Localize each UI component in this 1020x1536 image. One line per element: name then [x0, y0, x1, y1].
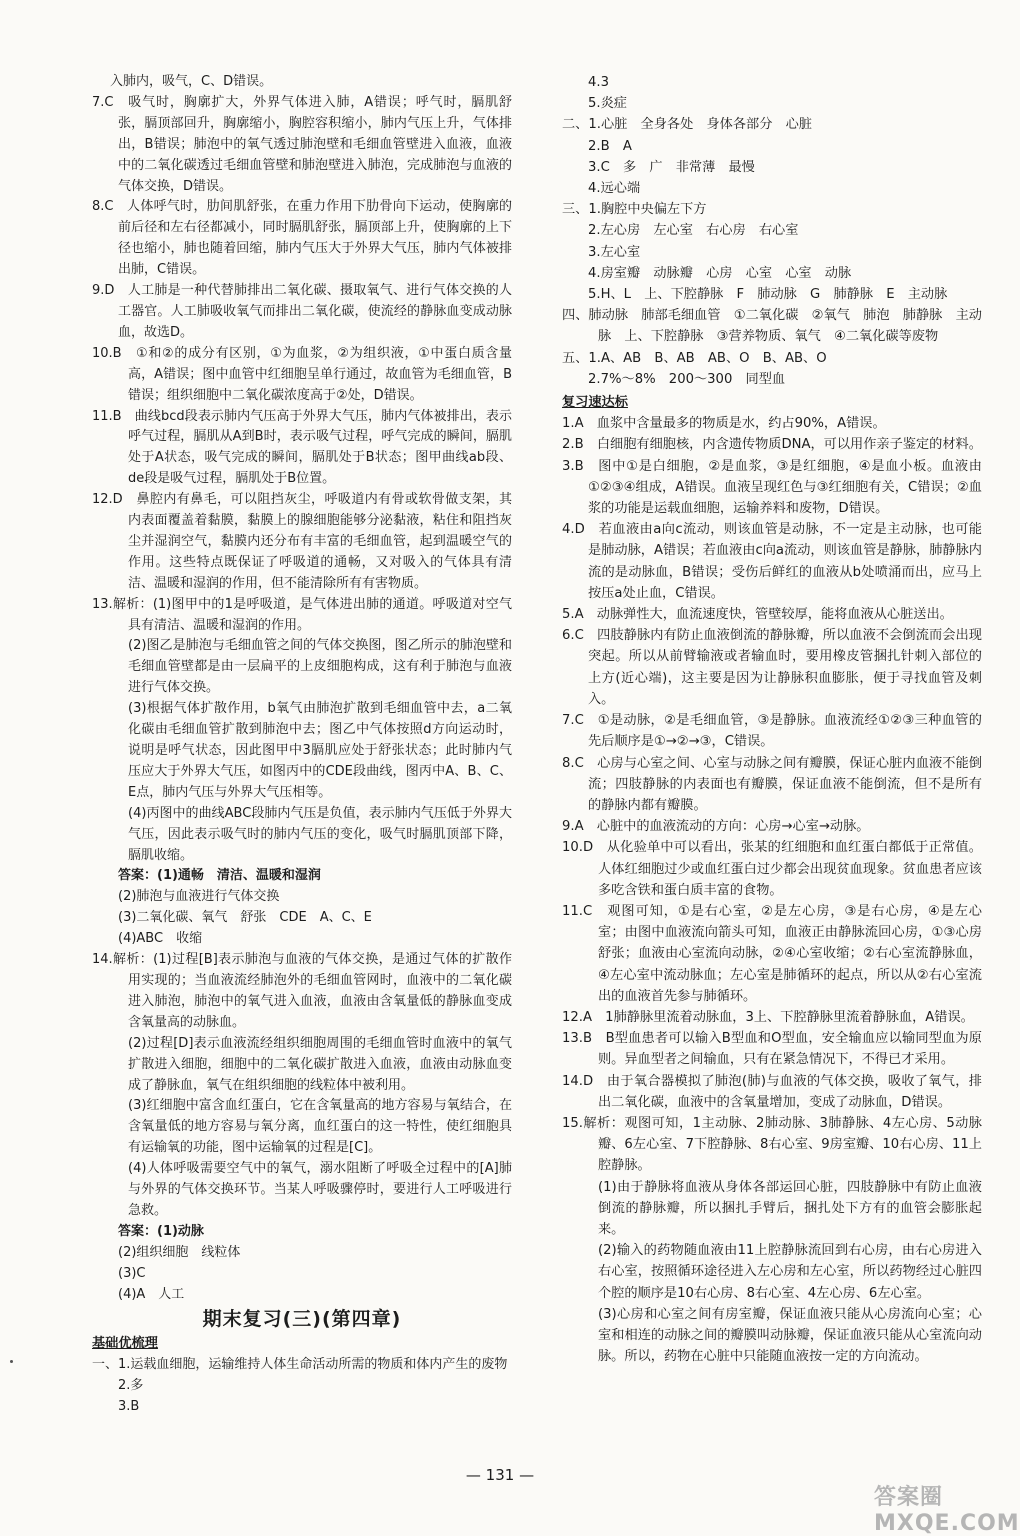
- right-basic-item-11: 5.H、L 上、下腔静脉 F 肺动脉 G 肺静脉 E 主动脉: [588, 287, 948, 303]
- right-basic-item-3: 二、1.心脏 全身各处 身体各部分 心脏: [562, 117, 812, 133]
- right-review-paragraph-12: 12.A 1肺静脉里流着动脉血，3上、下腔静脉里流着静脉血，A错误。: [562, 1009, 974, 1025]
- left-answer-paragraph-8: 13.解析：(1)图甲中的1是呼吸道，是气体进出肺的通道。呼吸道对空气具有清洁、温暖和湿润的作用。: [92, 596, 512, 633]
- left-basic-item-3: 3.B: [118, 1399, 140, 1415]
- right-review-paragraph-9: 9.A 心脏中的血液流动的方向：心房→心室→动脉。: [562, 819, 870, 835]
- right-basic-item-8: 2.左心房 左心室 右心房 右心室: [588, 223, 799, 239]
- left-answer-paragraph-5: 10.B ①和②的成分有区别，①为血浆，②为组织液，①中蛋白质含量高，A错误；图中血管中红细胞呈单行通过，故血管为毛细血管，B错误；组织细胞中二氧化碳浓度高于②处，D错误。: [92, 345, 512, 403]
- right-review-paragraph-1: 1.A 血浆中含量最多的物质是水，约占90%，A错误。: [562, 416, 886, 432]
- right-review-paragraph-18: (3)心房和心室之间有房室瓣，保证血液只能从心房流向心室；心室和相连的动脉之间的瓣膜叫动脉瓣，保证血液只能从心室流向动脉。所以，药物在心脏中只能随血液按一定的方向流动。: [598, 1306, 982, 1365]
- right-column: [562, 72, 982, 1367]
- left-answer-paragraph-11: (4)丙图中的曲线ABC段肺内气压是负值，表示肺内气压低于外界大气压，因此表示吸气时的肺内气压的变化，吸气时膈肌顶部下降，膈肌收缩。: [128, 805, 512, 863]
- right-review-paragraph-3: 3.B 图中①是白细胞，②是血浆，③是红细胞，④是血小板。血液由①②③④组成，A错误。血液呈现红色与③红细胞有关，C错误；②血浆的功能是运载血细胞，运输养料和废物，D错误。: [562, 458, 982, 517]
- right-review-paragraph-2: 2.B 白细胞有细胞核，内含遗传物质DNA，可以用作亲子鉴定的材料。: [562, 437, 982, 453]
- left-answer-paragraph-15: (4)ABC 收缩: [118, 931, 203, 947]
- scan-speck: [10, 1360, 13, 1363]
- left-answer-paragraph-20: 答案：(1)动脉: [118, 1223, 204, 1239]
- right-basic-item-2: 5.炎症: [588, 96, 627, 112]
- right-basic-answers: [562, 72, 982, 390]
- right-basic-item-10: 4.房室瓣 动脉瓣 心房 心室 心室 动脉: [588, 265, 852, 281]
- left-answer-paragraph-6: 11.B 曲线bcd段表示肺内气压高于外界大气压，肺内气体被排出，表示呼气过程，膈肌从A到B时，表示吸气过程，呼气完成的瞬间，膈肌处于A状态，吸气完成的瞬间，膈肌处于B状态；图甲曲线ab段、de段是吸气过程，膈肌处于B位置。: [92, 408, 512, 487]
- left-basic-item-2: 2.多: [118, 1378, 144, 1394]
- right-basic-item-9: 3.左心室: [588, 244, 641, 260]
- left-answers: [92, 72, 512, 1305]
- left-answer-paragraph-18: (3)红细胞中富含血红蛋白，它在含氧量高的地方容易与氧结合，在含氧量低的地方容易与氧分离，血红蛋白的这一特性，使红细胞具有运输氧的功能，图中运输氧的过程是[C]。: [128, 1098, 512, 1156]
- page-number: — 131 —: [465, 1466, 535, 1484]
- right-review-paragraph-5: 5.A 动脉弹性大，血流速度快，管壁较厚，能将血液从心脏送出。: [562, 607, 953, 623]
- right-basic-item-6: 4.远心端: [588, 181, 641, 197]
- left-answer-paragraph-13: (2)肺泡与血液进行气体交换: [118, 889, 280, 905]
- section-label-review: 复习速达标: [562, 395, 628, 411]
- left-answer-paragraph-10: (3)根据气体扩散作用，b氧气由肺泡扩散到毛细血管中去，a二氧化碳由毛细血管扩散到肺泡中去；图乙中气体按照d方向运动时，说明是呼气状态，因此图甲中3膈肌应处于舒张状态；此时肺内气压应大于外界大气压，如图丙中的CDE段曲线，图丙中A、B、C、E点，肺内气压与外界大气压相等。: [128, 701, 512, 800]
- left-answer-paragraph-12: 答案：(1)通畅 清洁、温暖和湿润: [118, 868, 321, 884]
- left-column: [92, 72, 512, 1418]
- left-answer-paragraph-7: 12.D 鼻腔内有鼻毛，可以阻挡灰尘，呼吸道内有骨或软骨做支架，其内表面覆盖着黏膜，黏膜上的腺细胞能够分泌黏液，粘住和阻挡灰尘并湿润空气，黏膜内还分布有丰富的毛细血管，起到温暖空气的作用。这些特点既保证了呼吸道的通畅，又对吸入的气体具有清洁、温暖和湿润的作用，但不能清除所有有害物质。: [92, 492, 512, 591]
- right-review-paragraph-14: 14.D 由于氧合器模拟了肺泡(肺)与血液的气体交换，吸收了氧气，排出二氧化碳，血液中的含氧量增加，变成了动脉血，D错误。: [562, 1073, 982, 1110]
- left-answer-paragraph-21: (2)组织细胞 线粒体: [118, 1244, 241, 1260]
- right-review-paragraph-17: (2)输入的药物随血液由11上腔静脉流回到右心房，由右心房进入右心室，按照循环途径进入左心房和左心室，所以药物经过心脏四个腔的顺序是10右心房、8右心室、4左心房、6左心室。: [598, 1243, 982, 1301]
- right-review-paragraph-7: 7.C ①是动脉，②是毛细血管，③是静脉。血液流经①②③三种血管的先后顺序是①→②→③，C错误。: [562, 713, 982, 750]
- right-basic-item-5: 3.C 多 广 非常薄 最慢: [588, 159, 755, 175]
- right-basic-item-12: 四、肺动脉 肺部毛细血管 ①二氧化碳 ②氧气 肺泡 肺静脉 主动脉 上、下腔静脉 ③营养物质、氧气 ④二氧化碳等废物: [562, 308, 982, 345]
- right-review-paragraph-10: 10.D 从化验单中可以看出，张某的红细胞和血红蛋白都低于正常值。人体红细胞过少或血红蛋白过少都会出现贫血现象。贫血患者应该多吃含铁和蛋白质丰富的食物。: [562, 840, 982, 898]
- left-answer-paragraph-9: (2)图乙是肺泡与毛细血管之间的气体交换图，图乙所示的肺泡壁和毛细血管壁都是由一层扁平的上皮细胞构成，这有利于肺泡与血液进行气体交换。: [128, 638, 512, 696]
- right-review-paragraph-13: 13.B B型血患者可以输入B型血和O型血，安全输血应以输同型血为原则。异血型者之间输血，只有在紧急情况下，不得已才采用。: [562, 1031, 982, 1068]
- left-basic-answers: [92, 1355, 512, 1418]
- right-basic-item-7: 三、1.胸腔中央偏左下方: [562, 202, 707, 218]
- left-answer-paragraph-17: (2)过程[D]表示血液流经组织细胞周围的毛细血管时血液中的氧气扩散进入细胞，细胞中的二氧化碳扩散进入血液，血液由动脉血变成了静脉血，氧气在组织细胞的线粒体中被利用。: [128, 1035, 512, 1093]
- right-basic-item-4: 2.B A: [588, 138, 632, 154]
- left-answer-paragraph-2: 7.C 吸气时，胸廓扩大，外界气体进入肺，A错误；呼气时，膈肌舒张，膈顶部回升，胸廓缩小，胸腔容积缩小，肺内气压上升，气体排出，B错误；肺泡中的氧气透过肺泡壁和毛细血管壁进入血液，血液中的二氧化碳透过毛细血管壁和肺泡壁进入肺泡，完成肺泡与血液的气体交换，D错误。: [92, 94, 512, 194]
- left-answer-paragraph-14: (3)二氧化碳、氧气 舒张 CDE A、C、E: [118, 910, 372, 926]
- left-answer-paragraph-3: 8.C 人体呼气时，肋间肌舒张，在重力作用下肋骨向下运动，使胸廓的前后径和左右径都减小，同时膈肌舒张，膈顶部上升，使胸廓的上下径也缩小，肺也随着回缩，肺内气压大于外界大气压，肺内气体被排出肺，C错误。: [92, 199, 512, 278]
- left-answer-paragraph-4: 9.D 人工肺是一种代替肺排出二氧化碳、摄取氧气、进行气体交换的人工器官。人工肺吸收氧气而排出二氧化碳，使流经的静脉血变成动脉血，故选D。: [92, 283, 512, 340]
- right-basic-item-1: 4.3: [588, 75, 609, 90]
- left-answer-paragraph-16: 14.解析：(1)过程[B]表示肺泡与血液的气体交换，是通过气体的扩散作用实现的；当血液流经肺泡外的毛细血管网时，血液中的二氧化碳进入肺泡，肺泡中的氧气进入血液，血液由含氧量低的静脉血变成含氧量高的动脉血。: [92, 952, 512, 1030]
- left-answer-paragraph-23: (4)A 人工: [118, 1286, 185, 1302]
- left-answer-paragraph-1: 入肺内，吸气，C、D错误。: [110, 74, 273, 89]
- right-basic-item-14: 2.7%～8% 200～300 同型血: [588, 371, 786, 387]
- right-review-paragraph-8: 8.C 心房与心室之间、心室与动脉之间有瓣膜，保证心脏内血液不能倒流；四肢静脉的内表面也有瓣膜，保证血液不能倒流，但不是所有的静脉内都有瓣膜。: [562, 755, 982, 813]
- section-label-basic: 基础优梳理: [92, 1336, 158, 1352]
- right-review-answers: [562, 413, 982, 1367]
- right-basic-item-13: 五、1.A、AB B、AB AB、O B、AB、O: [562, 350, 827, 366]
- watermark-logo: 答案圈 MXQE.COM: [874, 1485, 1020, 1536]
- left-answer-paragraph-22: (3)C: [118, 1265, 146, 1281]
- left-basic-item-1: 一、1.运载血细胞，运输维持人体生命活动所需的物质和体内产生的废物: [92, 1357, 508, 1373]
- right-review-paragraph-6: 6.C 四肢静脉内有防止血液倒流的静脉瓣，所以血液不会倒流而会出现突起。所以从前臂输液或者输血时，要用橡皮管捆扎针刺入部位的上方(近心端)，这主要是因为让静脉积血膨胀，便于寻找血管及刺入。: [562, 628, 982, 707]
- right-review-paragraph-4: 4.D 若血液由a向c流动，则该血管是动脉，不一定是主动脉，也可能是肺动脉，A错误；若血液由c向a流动，则该血管是静脉，肺静脉内流的是动脉血，B错误；受伤后鲜红的血液从b处喷涌而出，应马上按压a处止血，C错误。: [562, 522, 982, 601]
- chapter-title: 期末复习(三)(第四章): [202, 1308, 402, 1331]
- right-review-paragraph-15: 15.解析：观图可知，1主动脉、2肺动脉、3肺静脉、4左心房、5动脉瓣、6左心室、7下腔静脉、8右心室、9房室瓣、10右心房、11上腔静脉。: [562, 1115, 982, 1174]
- left-answer-paragraph-19: (4)人体呼吸需要空气中的氧气，溺水阻断了呼吸全过程中的[A]肺与外界的气体交换环节。当某人呼吸骤停时，要进行人工呼吸进行急救。: [128, 1161, 512, 1218]
- right-review-paragraph-11: 11.C 观图可知，①是右心室，②是左心房，③是右心房，④是左心室；由图中血液流向箭头可知，血液正由静脉流回心房，①③心房舒张；血液由心室流向动脉，②④心室收缩；②右心室流静脉血，④左心室中流动脉血；左心室是肺循环的起点，所以从②右心室流出的血液首先参与肺循环。: [562, 903, 982, 1004]
- right-review-paragraph-16: (1)由于静脉将血液从身体各部运回心脏，四肢静脉中有防止血液倒流的静脉瓣，所以捆扎手臂后，捆扎处下方有的血管会膨胀起来。: [598, 1179, 982, 1237]
